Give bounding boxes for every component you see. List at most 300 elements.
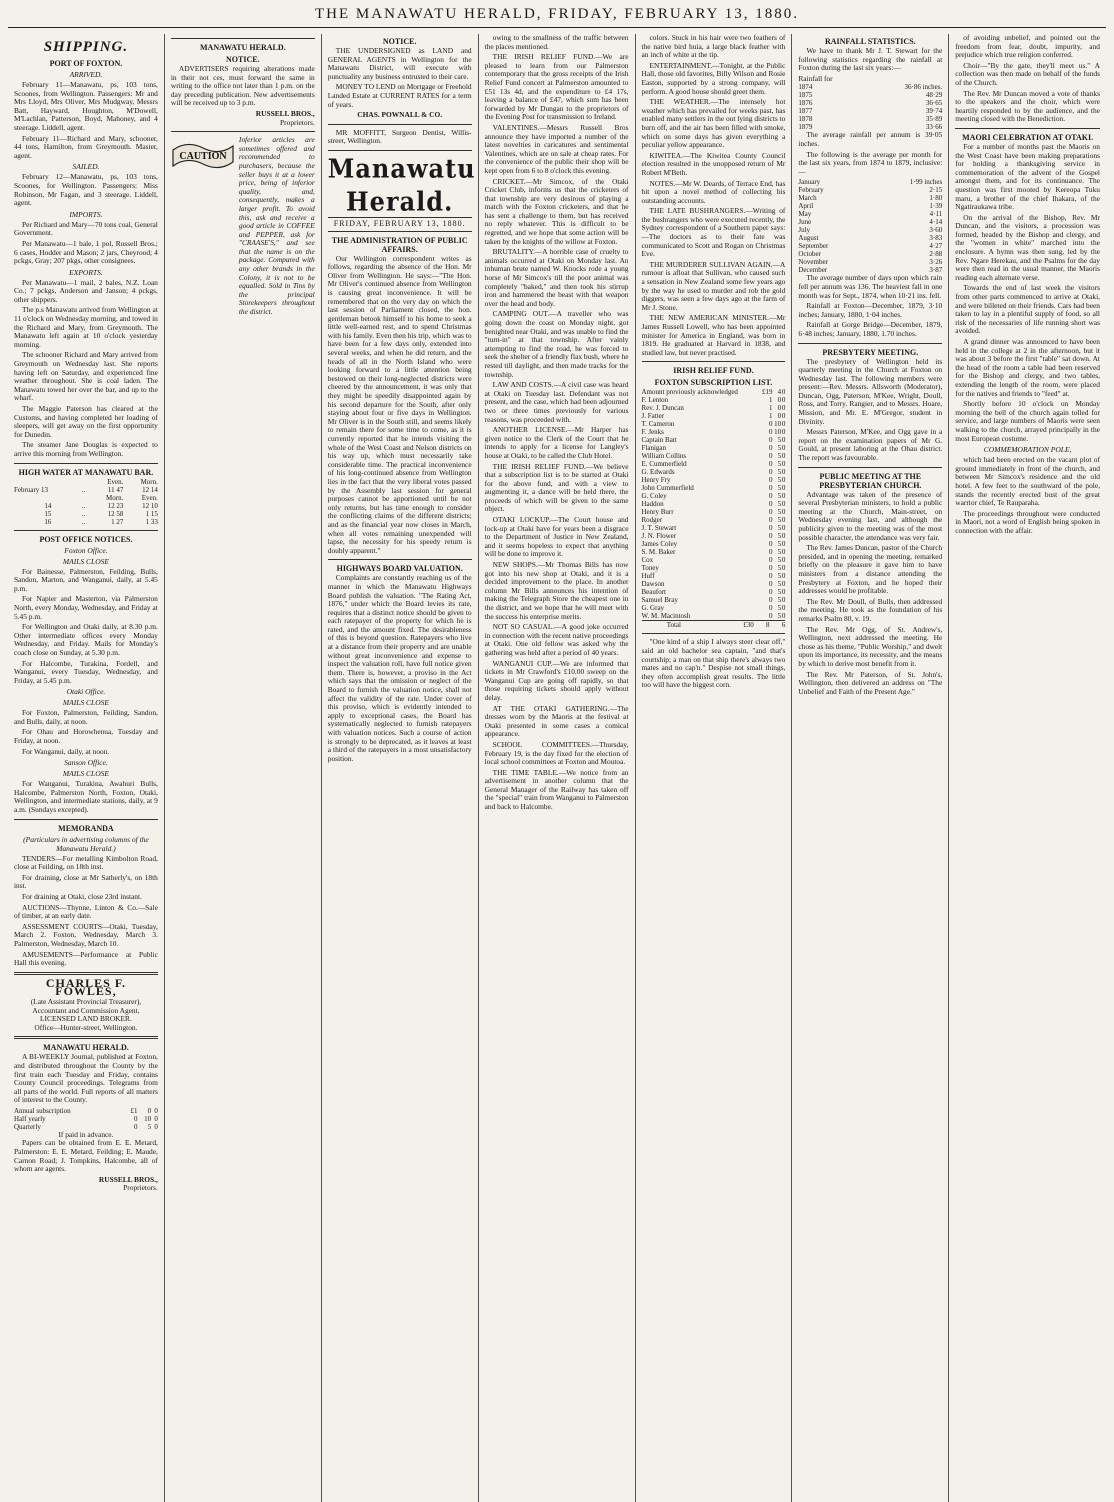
table-row (642, 556, 786, 564)
cell: 0 (781, 404, 786, 413)
news-paragraph: Choir—"By the gate, they'll meet us." A collection was then made on behalf of the funds of the Church. (955, 60, 1100, 87)
cell: 0 (777, 404, 782, 413)
firm-name: CHAS. POWNALL & CO. (357, 110, 443, 120)
cell: 0 (769, 476, 773, 485)
table-row (642, 444, 786, 452)
cell: 12 14 (142, 485, 158, 494)
divider (171, 131, 315, 132)
cell: February (798, 186, 824, 195)
cell: August (798, 234, 819, 243)
cell: 0 (781, 396, 786, 405)
table-row (642, 604, 786, 612)
cell: Beaufort (641, 588, 666, 597)
table-row (798, 226, 942, 234)
cell: .. (81, 509, 86, 518)
cell: 0 (781, 588, 786, 597)
cell: J. N. Flower (641, 532, 677, 541)
table-row (642, 412, 786, 420)
cell: S. M. Baker (641, 548, 676, 557)
table-row (642, 572, 786, 580)
table-row (642, 532, 786, 540)
shipping-note: The p.s Manawatu arrived from Wellington at 11 o'clock on Wednesday morning, and towed in the Richard and Mary, from Greymouth. The Manawatu left again at 10 o'clock yesterday morning. (14, 305, 158, 349)
table-row (642, 452, 786, 460)
agents-notice: THE UNDERSIGNED as LAND and GENERAL AGENTS in Wellington for the Manawatu District, will execute with punctuality any business entrusted to their care. (327, 46, 472, 81)
news-paragraph: owing to the smallness of the traffic between the places mentioned. (484, 34, 629, 51)
cell: 5 (777, 492, 782, 501)
cell: February 13 (14, 485, 49, 494)
mail-notice: For Foxton, Palmerston, Feilding, Sandon, and Bulls, daily, at noon. (14, 708, 158, 726)
news-paragraph: WANGANUI CUP.—We are informed that tickets in Mr Crawford's £10.00 sweep on the Wanganui Cup are going off rapidly, so that those requiring tickets should apply without delay. (484, 658, 629, 702)
cell: 0 (769, 540, 773, 549)
cell: T. Cameron (641, 420, 675, 429)
cell: 5 (777, 452, 782, 461)
cell: Even. (107, 477, 124, 486)
cell: 0 (781, 420, 786, 429)
fowles-line: Office—Hunter-street, Wellington. (34, 1022, 138, 1032)
memoranda-heading: MEMORANDA (58, 823, 114, 833)
table-row (642, 436, 786, 444)
dentist-notice: MR MOFFITT, Surgeon Dentist, Willis-street, Wellington. (327, 127, 472, 146)
cell: 8 (766, 621, 770, 630)
cell: 5 (777, 476, 782, 485)
rainfall-average: The average rainfall per annum is 39·05 inches. (798, 130, 943, 148)
cell: 5 (777, 596, 782, 605)
table-row (642, 492, 786, 500)
proprietors-label: Proprietors. (280, 117, 315, 127)
table-row (642, 548, 786, 556)
cell: 0 (781, 388, 786, 397)
table-row (798, 250, 942, 258)
cell: 0 (781, 500, 786, 509)
cell (14, 478, 82, 486)
news-paragraph: CAMPING OUT.—A traveller who was going down the coast on Monday night, got benighted near Otaki, and was unable to find the "turn-in" at that township. After vainly attempting to find the road, he was forced to seek the shelter of a friendly flax bush, where he rested till daylight, and then made tracks for the township. (484, 309, 629, 379)
news-paragraph: LAW AND COSTS.—A civil case was heard at Otaki on Tuesday last. Defendant was not present, and the case, which had been adjourned two or three times previously for various reasons, was proceeded with. (484, 380, 629, 424)
total-label: Total (666, 621, 681, 630)
cell: 4·11 (929, 210, 943, 219)
cell: June (798, 218, 812, 227)
cell: 0 (781, 612, 786, 621)
shipping-heading: SHIPPING. (43, 39, 129, 55)
cell: 0 (781, 596, 786, 605)
divider (798, 343, 942, 344)
rainfall-note: Rainfall at Foxton—December, 1879, 3·10 inches; January, 1880, 1·04 inches. (798, 301, 943, 319)
column-5 (636, 34, 793, 1502)
news-paragraph: The Rev. Mr Duncan moved a vote of thanks to the speakers and the choir, which were heartily responded to by the audience, and the meeting closed with the Benediction. (955, 88, 1100, 124)
masthead: THE MANAWATU HERALD, FRIDAY, FEBRUARY 13, 1880. (8, 4, 1106, 28)
table-row (642, 540, 786, 548)
proprietor-name: RUSSELL BROS., (255, 108, 315, 118)
maori-text: On the arrival of the Bishop, Rev. Mr Duncan, and the visitors, a procession was formed, headed by the Bishop and clergy, and the "women in white" marched into the enclosure. A hymn was then sung, led by the Rev. Ngare Herekau, and the Psalms for the day were then read in the usual manner, the Maoris reading each alternate verse. (955, 212, 1100, 282)
maori-text: Towards the end of last week the visitors from other parts commenced to arrive at Otaki, and were billeted on their friends. Cars had been taken to lay in a plentiful supply of food, so all risk of the necessaries of life running short was avoided. (955, 283, 1100, 336)
table-row (642, 516, 786, 524)
cell: 36·65 (925, 99, 943, 108)
cell: Dawson (641, 580, 665, 589)
cell: Cox (641, 556, 654, 565)
cell (82, 494, 89, 502)
high-water-header-row (14, 478, 158, 486)
money-notice: MONEY TO LEND on Mortgage or Freehold Landed Estate at CURRENT RATES for a term of years. (327, 82, 472, 109)
news-paragraph: BRUTALITY.—A horrible case of cruelty to animals occurred at Otaki on Monday last. An inhuman brute named W. Knocks rode a young horse of Mr Simcox's till the poor animal was completely "baked," and then took his stirrup iron and hammered the beast with that weapon over the head and body. (484, 247, 629, 308)
cell: E. Cummerfield (641, 460, 687, 469)
cell: 0 (781, 524, 786, 533)
cell: 10 (144, 1114, 152, 1123)
news-paragraph: VALENTINES.—Messrs Russell Bros announce they have imported a number of the latest novelties in caricatures and sentimental Valentines, which are on sale at cheap rates. For the convenience of the public their shop will be kept open from 6 to 8 o'clock this evening. (484, 122, 629, 175)
cell: 5 (777, 612, 782, 621)
cell: 0 (769, 460, 773, 469)
table-row (798, 107, 942, 115)
herald-ad-agents: Papers can be obtained from E. E. Metard, Palmerston: E. E. Metard, Feilding; E. Maude, Carnon Road; J. Tompkins, Halcombe, all of whom are agents. (14, 1138, 158, 1174)
arrived-label: ARRIVED. (69, 70, 103, 79)
cell: Amount previously acknowledged (641, 388, 738, 397)
herald-ad-text: A BI-WEEKLY Journal, published at Foxton, and distributed throughout the County by the first train each Tuesday and Friday, contains County Council proceedings. Telegrams from all parts of the world. Full reports of all matters of interest to the County. (14, 1052, 158, 1105)
cell: 0 (781, 572, 786, 581)
cell: 0 (769, 548, 773, 557)
cell: 0 (769, 444, 773, 453)
cell: 5 (777, 556, 782, 565)
export-entry: Per Manawatu—1 mail, 2 bales, N.Z. Loan Co.; 7 pckgs, Anderson and Janson; 4 pckgs, other shippers. (14, 277, 158, 304)
port-heading: PORT OF FOXTON. (49, 59, 123, 68)
cell (82, 478, 89, 486)
cell: 12 58 (107, 509, 124, 518)
closing-paragraph: "One kind of a ship I always steer clear off," said an old bachelor sea captain, "and that's courtship; a man on that ship there's always two mates and no cap'n." Despise not small things, they often accomplish great results. The little too will have the biggest corn. (641, 637, 786, 690)
cell: 5 (777, 532, 782, 541)
sailed-entry: February 12—Manawatu, ps, 103 tons, Scoones, for Wellington. Passengers: Miss Robinson, Mr Fagan, and 3 steerage. Liddell, agent. (14, 172, 158, 208)
table-row (642, 420, 786, 428)
cell: 4·14 (929, 218, 943, 227)
mails-close-label: MAILS CLOSE (62, 556, 109, 566)
shipping-note: The Maggie Paterson has cleared at the Customs, and having completed her loading of sleepers, will get away on the first opportunity for Dunedin. (14, 404, 158, 439)
cell: 5 (777, 572, 782, 581)
table-row (642, 524, 786, 532)
cell: F. Lenton (641, 396, 669, 405)
divider (328, 559, 472, 560)
memoranda-item: For draining, close at Mr Satherly's, on 18th inst. (14, 872, 158, 891)
cell: 2·15 (929, 186, 943, 195)
rainfall-note: Rainfall at Gorge Bridge—December, 1879, 6·48 inches; January, 1880, 1.70 inches. (798, 320, 943, 338)
cell: G. Coley (641, 492, 667, 501)
cell: 0 (781, 484, 786, 493)
cell: Toney (641, 564, 659, 573)
cell: 0 (769, 428, 773, 437)
cell: J. T. Stewart (641, 524, 677, 533)
cell: 5 (777, 436, 782, 445)
cell: W. M. Macintosh (641, 612, 691, 621)
newspaper-nameplate: Manawatu Herald. (327, 151, 476, 217)
cell: 0 (769, 580, 773, 589)
cell: 0 (781, 460, 786, 469)
cell: Annual subscription (14, 1106, 71, 1115)
irish-relief-heading: IRISH RELIEF FUND. (673, 366, 754, 376)
cell: 12 23 (107, 501, 124, 510)
cell: 36·86 inches. (904, 83, 943, 92)
cell: 0 (769, 604, 773, 613)
cell: 1874 (798, 83, 813, 92)
advertisers-notice: ADVERTISERS requiring alterations made in their not ces, must forward the same in writing to the office not later than 1 p.m. on the day preceding publication. New advertisements will be received up to 3 p.m. (170, 64, 315, 108)
cell: 0 (769, 452, 773, 461)
divider (14, 972, 158, 975)
cell: £1 (130, 1106, 138, 1115)
rainfall-intro: We have to thank Mr J. T. Stewart for the following statistics regarding the rainfall at Foxton during the last six years:— (798, 46, 943, 73)
table-row (798, 210, 942, 218)
cell: 0 (781, 556, 786, 565)
cell: 5 (777, 548, 782, 557)
sailed-label: SAILED. (72, 162, 100, 172)
table-row (798, 99, 942, 107)
table-row (798, 258, 942, 266)
mail-notice: For Bainesse, Palmerston, Feilding, Bulls, Sandon, Marton, and Wanganui, daily, at 5.45 p.m. (14, 566, 158, 593)
shipping-note: The schooner Richard and Mary arrived from Greymouth on Wednesday last. She reports having left on Saturday, and experienced fine weather throughout. She is coal laden. The Manawatu towed her over the bar, and up to the wharf. (14, 350, 158, 403)
cell: Morn. (106, 493, 124, 502)
dateline: FRIDAY, FEBRUARY 13, 1880. (328, 217, 472, 232)
paid-in-advance: If paid in advance. (58, 1129, 114, 1139)
cell: J. Fatter (641, 412, 665, 421)
cell: 3·26 (929, 258, 943, 267)
cell: March (798, 194, 817, 203)
news-paragraph: THE IRISH RELIEF FUND.—We believe that a subscription list is to be started at Otaki for the above fund, and with a view to augmenting it, a dance will be held there, the proceeds of which will be given to the same object. (484, 461, 629, 514)
commemoration-text: which had been erected on the vacant plot of ground immediately in front of the church, and between Mr Simcox's residence and the old hotel. A few feet to the southward of the pole, stands the recently erected bust of the great warrior chief, Te Rauparaha. (955, 455, 1100, 508)
cell: £30 (743, 621, 754, 630)
cell: 1·99 inches (909, 178, 943, 187)
table-row (798, 202, 942, 210)
cell: Rodger (641, 516, 663, 525)
cell: April (798, 202, 814, 211)
cell: 11 47 (107, 485, 124, 494)
cell: 1 27 (111, 517, 124, 526)
cell: 1 (769, 404, 773, 413)
cell: F. Jenks (641, 428, 664, 437)
news-paragraph: THE LATE BUSHRANGERS.—Writing of the bushrangers who were executed recently, the Sydney correspondent of a Southern paper says:—The doctors as to their fate was communicated to Scott and Rogan on Christmas Eve. (641, 206, 786, 259)
table-row (798, 194, 942, 202)
herald-heading: MANAWATU HERALD. (199, 43, 286, 52)
public-meeting-text: Advantage was taken of the presence of several Presbyterian ministers, to hold a public meeting at the Church, Main-street, on Wednesday evening last, and although the publicity given to the meeting was of the most possible character, the attendance was very fair. (798, 489, 943, 542)
cell: 0 (769, 596, 773, 605)
news-paragraph: KIWITEA.—The Kiwitea County Council election resulted in the unopposed return of Mr Robert M'Beth. (641, 150, 786, 177)
cell: 0 (781, 564, 786, 573)
cell: 0 (769, 612, 773, 621)
cell: 0 (769, 524, 773, 533)
cell: .. (81, 485, 86, 494)
table-row (798, 234, 942, 242)
mails-close-label: MAILS CLOSE (62, 698, 109, 708)
public-meeting-text: The Rev. Mr Doull, of Bulls, then addressed the meeting. He took as the foundation of his remarks Psalm 80, v. 19. (798, 596, 943, 623)
exports-label: EXPORTS. (69, 267, 103, 277)
fowles-line: Accountant and Commission Agent, (32, 1005, 140, 1015)
divider (642, 633, 786, 634)
leader-heading: THE ADMINISTRATION OF PUBLIC AFFAIRS. (331, 235, 468, 254)
subscription-table (14, 1107, 158, 1131)
cell: 0 (781, 436, 786, 445)
news-paragraph: THE TIME TABLE.—We notice from an advertisement in another column that the General Manager of the Railway has taken off the "special" train from Wanganui to Palmerston and back to Halcombe. (484, 767, 629, 812)
cell: 0 (781, 508, 786, 517)
table-row (798, 186, 942, 194)
mail-notice: For Ohau and Horowhenua, Tuesday and Friday, at noon. (14, 727, 158, 746)
cell: October (798, 250, 821, 259)
subscription-total-table (642, 620, 786, 629)
table-row (798, 91, 942, 99)
arrived-entry: February 11—Richard and Mary, schooner, 44 tons, Hamilton, from Greymouth. Master, agent. (14, 133, 158, 160)
cell: 0 (769, 500, 773, 509)
table-row (642, 508, 786, 516)
divider (14, 463, 158, 464)
high-water-row (14, 502, 158, 510)
subscription-row (14, 1115, 158, 1123)
news-paragraph: OTAKI LOCKUP.—The Court house and lock-up at Otaki have for years been a disgrace to the Department of Justice in New Zealand, and it seems hopeless to expect that anything will be done to improve it. (484, 515, 629, 559)
shipping-note: The steamer Jane Douglas is expected to arrive this morning from Wellington. (14, 440, 158, 458)
cell: 0 (781, 516, 786, 525)
cell: 5 (777, 516, 782, 525)
cell: 35·89 (925, 115, 943, 124)
cell: William Collins (641, 452, 687, 461)
cell: 1875 (798, 91, 813, 100)
maori-celebration-heading: MAORI CELEBRATION AT OTAKI. (962, 132, 1094, 142)
fowles-line: (Late Assistant Provincial Treasurer), (30, 996, 142, 1006)
mail-notice: For Halcombe, Turakina, Fordell, and Wanganui, every Tuesday, Wednesday, and Friday, at 5.45 p.m. (14, 658, 158, 685)
table-row (798, 218, 942, 226)
news-paragraph: NOTES.—Mr W. Deards, of Terrace End, has hit upon a novel method of collecting his outstanding accounts. (641, 178, 786, 205)
cell: 0 (154, 1114, 158, 1123)
public-meeting-text: The Rev. James Duncan, pastor of the Church presided, and in opening the meeting, remarked briefly on the pleasure it gave him to have ministers from a distance attending the Presbytery at Foxton, and he hoped their addresses would be profitable. (798, 543, 943, 596)
foxton-office-label: Foxton Office. (64, 545, 108, 555)
cell: Samuel Bray (641, 596, 678, 605)
cell: 0 (781, 604, 786, 613)
cell: 0 (769, 436, 773, 445)
cell: .. (81, 501, 86, 510)
commemoration-text: The proceedings throughout were conducted in Maori, not a word of English being spoken in connection with the affair. (955, 508, 1100, 535)
public-meeting-text: The Rev. Mr Paterson, of St. John's, Wellington, then delivered an address on "The Unbelief and Faith of the Present Age." (798, 669, 943, 696)
cell: Morn. (140, 477, 158, 486)
cell: 5 (777, 564, 782, 573)
notice-heading: NOTICE. (382, 37, 417, 46)
cell: 0 (769, 484, 773, 493)
table-row (642, 388, 786, 396)
cell: 0 (777, 412, 782, 421)
cell: 0 (769, 588, 773, 597)
rainfall-heading: RAINFALL STATISTICS. (824, 37, 916, 46)
table-row (798, 115, 942, 123)
divider (14, 819, 158, 820)
column-1 (8, 34, 165, 1502)
cell: 1877 (798, 107, 813, 116)
cell: Henry Fry (641, 476, 671, 485)
arrived-entry: February 11—Manawatu, ps, 103 tons, Scoones, from Wellington. Passengers: Mr and Mrs Lloyd, Mrs Oliver, Mrs Mudgway, Messrs Batt, Hayward, Houghton, M'Dowell, M'Lachlan, Patterson, Boyd, Mahoney, and 4 steerage. Liddell, agent. (14, 80, 158, 132)
rainfall-years-table (798, 83, 942, 131)
cell: £19 (762, 388, 773, 397)
news-paragraph: THE NEW AMERICAN MINISTER.—Mr James Russell Lowell, who has been appointed minister for America in England, was born in 1819. He graduated at Harvard in 1838, and studied law, but never practised. (641, 313, 786, 357)
table-row (642, 396, 786, 404)
cell: 5 (777, 484, 782, 493)
cell: John Cummerfield (641, 484, 694, 493)
news-paragraph: of avoiding unbelief, and pointed out the freedom from fear, doubt, impurity, and prejudice which true religion conferred. (955, 34, 1100, 60)
cell: G. Gray (641, 604, 665, 613)
cell: Flanigan (641, 444, 666, 453)
memoranda-item: AMUSEMENTS—Performance at Public Hall this evening. (14, 949, 158, 968)
cell: Huff (641, 572, 655, 581)
import-entry: Per Richard and Mary—70 tons coal, General Government. (14, 219, 158, 238)
leader-text: Our Wellington correspondent writes as follows, regarding the absence of the Hon. Mr Oliver from Wellington. He says:—"The Hon. Mr Oliver's continued absence from Wellington is causing great inconvenience. It will be remembered that on the very day on which the last session of Parliament closed, the hon. gentleman betook himself to his home to seek a little well-earned rest, and to spend Christmas with his family. Even then his trip, which was to have been for a few days only, extended into several weeks, and when he did return, and the heads of all in the North Island who were looking forward to a little attention being bestowed on their long-neglected districts were cheered by the announcement, it was only that they might be speedily disappointed again by his second departure for the South, after only staying about four or five days in Wellington. Mr Oliver is in the South still, and seems likely to remain there for some time to come, as it is currently reported that he intends visiting the whole of the West Coast and Nelson districts on his way up, which must necessarily take considerable time. The practical inconvenience of his long-continued absence from Wellington lies in the fact that the very liberal votes passed by the Assembly last session for general purposes cannot be apportioned until he not only returns, but has time enough to consider the conflicting claims of the different districts; and as the financial year now closes in March, when all votes remaining unexpended will lapse, the necessity for his speedy return is doubly apparent." (327, 253, 472, 555)
cell: James Coley (641, 540, 678, 549)
cell: 3·60 (929, 226, 943, 235)
cell: 10 (774, 428, 782, 437)
news-paragraph: ENTERTAINMENT.—Tonight, at the Public Hall, those old favorites, Billy Wilson and Rosie Easton, supported by a strong company, will perform. A good house should greet them. (641, 60, 786, 96)
cell: 0 (769, 492, 773, 501)
mail-notice: For Napier and Masterton, via Palmerston North, every Monday, Wednesday, and Friday at 5.45 p.m. (14, 594, 158, 621)
cell: 1876 (798, 99, 813, 108)
cell: 0 (781, 532, 786, 541)
divider (171, 38, 315, 39)
cell: 1·39 (929, 202, 943, 211)
cell (14, 494, 82, 502)
cell: 1 (769, 396, 773, 405)
cell: 0 (769, 468, 773, 477)
high-water-table (14, 478, 158, 526)
cell: 10 (774, 420, 782, 429)
cell: 0 (781, 468, 786, 477)
news-paragraph: ANOTHER LICENSE.—Mr Harper has given notice to the Clerk of the Court that he intends to apply for a license for Langley's house at Otaki, to be called the Club Hotel. (484, 425, 629, 460)
otaki-office-label: Otaki Office. (66, 687, 106, 697)
divider (328, 124, 472, 125)
cell: 0 (781, 428, 786, 437)
valuation-text: Complaints are constantly reaching us of the manner in which the Manawatu Highways Board publish the valuation. "The Rating Act, 1876," under which the Board levies its rate, requires that a distinct notice should be given to each ratepayer of the property for which he is rated, and the amount fixed. The desirableness of this is beyond question. Ratepayers who live at a distance from their property and are unable without great inconvenience and expense to inspect the valuation roll, have full notice given them. There is, however, a proviso in the Act which says that the omission or neglect of the Board to furnish the valuation notice, shall not affect the validity of the rate. Under cover of this proviso, which is evidently intended to apply to exceptional cases, the Board has systematically neglected to furnish ratepayers with valuation notices. Such a course of action is strongly to be deprecated, as it leaves at least a third of the ratepayers in a most unsatisfactory position. (327, 573, 472, 763)
column-2 (165, 34, 322, 1502)
cell: 5 (777, 588, 782, 597)
cell: 0 (769, 508, 773, 517)
mail-notice: For Wanganui, daily, at noon. (22, 746, 110, 756)
cell: Captain Batt (641, 436, 677, 445)
presbytery-heading: PRESBYTERY MEETING. (822, 347, 919, 357)
cell: Rev. J. Duncan (641, 404, 684, 413)
herald-ad-heading: MANAWATU HERALD. (43, 1043, 129, 1053)
cell: 0 (769, 516, 773, 525)
table-row (642, 612, 786, 620)
fowles-line: LICENSED LAND BROKER. (40, 1014, 132, 1024)
memoranda-item: ASSESSMENT COURTS—Otaki, Tuesday, March 2. Foxton, Wednesday, March 3. Palmerston, Wednesday, March 10. (14, 921, 158, 948)
sanson-office-label: Sanson Office. (64, 758, 108, 768)
cell: 1 (769, 412, 773, 421)
cell: September (798, 242, 829, 251)
divider (14, 530, 158, 531)
divider (642, 361, 786, 362)
cell: 0 (781, 548, 786, 557)
cell: Quarterly (14, 1122, 41, 1131)
cell: November (798, 258, 828, 267)
cell: 0 (781, 412, 786, 421)
notice-heading: NOTICE. (226, 55, 260, 64)
maori-text: For a number of months past the Maoris on the West Coast have been making preparations for holding a thanksgiving service in commemoration of the advent of the Gospel amongst them, and for its continuance. The question was first mooted by Kereopa Tuku maru, a brother of the chief Ihakara, of the Ngatiraukawa tribe. (955, 141, 1100, 212)
cell: 0 (769, 572, 773, 581)
cell: 2·88 (929, 250, 943, 259)
import-entry: Per Manawatu—1 bale, 1 pol, Russell Bros.; 6 cases, Hodder and Mason; 2 jars, Cheyrood; 4 pckgs, Gray; 207 pkgs, other consignees. (14, 238, 158, 266)
cell: 1 33 (145, 517, 158, 526)
table-row (798, 83, 942, 91)
table-row (642, 580, 786, 588)
news-paragraph: THE MURDERER SULLIVAN AGAIN.—A rumour is afloat that Sullivan, who caused such a sensation in New Zealand some few years ago by the way he used to murder and rob the gold diggers, was seen a few days ago at the farm of Mr J. Stone. (641, 259, 786, 312)
divider (798, 467, 942, 468)
fowles-name: CHARLES F. FOWLES, (45, 975, 127, 999)
cell: 0 (781, 492, 786, 501)
cell: 0 (154, 1106, 158, 1115)
cell: 1·80 (929, 194, 943, 203)
news-paragraph: NEW SHOPS.—Mr Thomas Bills has now got into his new shop at Otaki, and it is a decided improvement to the place. In another column Mr Bills announces his intention of making the Telegraph Store the cheapest one in the district, and we hope that he will meet with the success his enterprise merits. (484, 560, 629, 621)
cell: December (798, 266, 828, 275)
cell: 0 (147, 1106, 152, 1115)
cell: 4 (777, 388, 782, 397)
cell: 4·27 (929, 242, 943, 251)
cell: 5 (777, 580, 782, 589)
presbytery-text: The presbytery of Wellington held its quarterly meeting in the Church at Foxton on Wednesday last. The following members were present:—Rev. Messrs. Allsworth (Moderator), Duncan, Ogg, Paterson, M'Kee, Wright, Doull, Ross, and Torry. Rangier, and to Messrs. Hoare, Mission, and Mr. E. M'Gregor, student in Divinity. (798, 356, 943, 426)
cell: 3·83 (929, 234, 943, 243)
news-paragraph: CRICKET.—Mr Simcox, of the Otaki Cricket Club, informs us that the cricketers of that township are very desirous of playing a match with the Foxton cricketers, and that he has sent a challenge to them, but has received no reply whatever. This is difficult to be regretted, and we hope that some action will be taken by the knights of the willow at Foxton. (484, 176, 629, 246)
column-3 (322, 34, 479, 1502)
